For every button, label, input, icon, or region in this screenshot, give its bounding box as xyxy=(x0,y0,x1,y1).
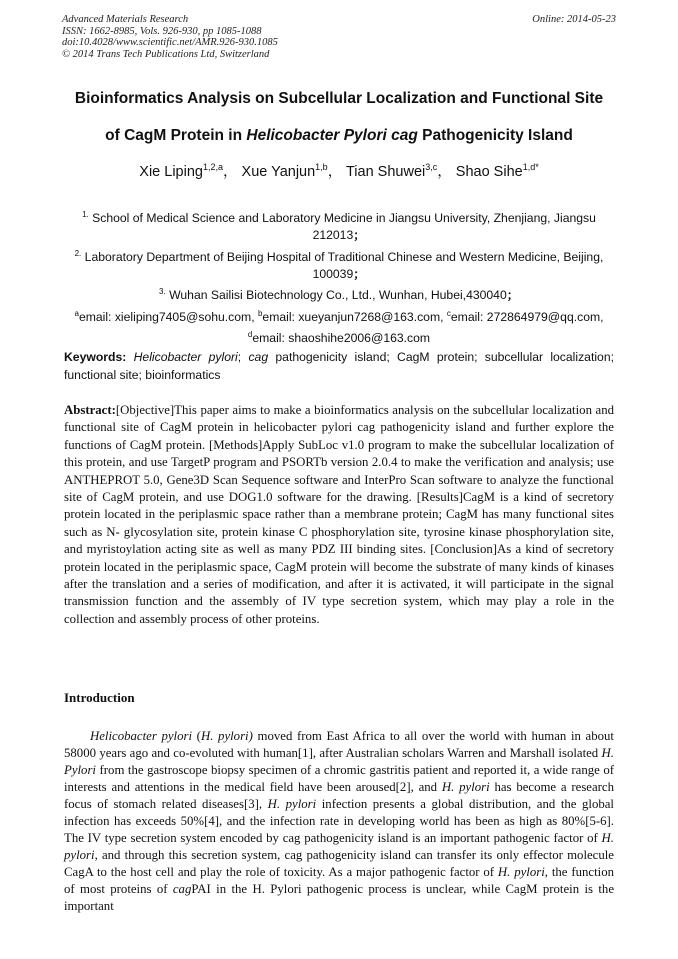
author-list xyxy=(40,160,638,181)
body-text: PAI in the H. Pylori pathogenic process is unclear, while CagM protein is the important xyxy=(64,882,614,913)
affiliation-end: ； xyxy=(353,228,366,243)
affiliations xyxy=(64,206,614,347)
affiliation-marker: 3. xyxy=(159,287,166,297)
email-text: email: 272864979@qq.com, xyxy=(450,309,604,324)
affiliation-text: Wuhan Sailisi Biotechnology Co., Ltd., Wunhan, Hubei,430040 xyxy=(169,288,507,303)
author-name: Shao Sihe xyxy=(455,164,523,180)
species-abbrev: H. pylori xyxy=(441,780,490,794)
affiliation-1 xyxy=(64,206,614,245)
author-separator: ， xyxy=(327,164,343,180)
paper-title-line-2 xyxy=(40,127,638,145)
introduction-heading: Introduction xyxy=(64,690,135,705)
author-name: Tian Shuwei xyxy=(345,164,426,180)
title-text-a: of CagM Protein in xyxy=(105,127,247,144)
introduction-paragraph xyxy=(64,728,614,915)
gene-name: cag xyxy=(172,882,192,896)
species-abbrev: H. Pylori xyxy=(64,746,614,777)
affiliation-2 xyxy=(64,245,614,284)
doi-line: doi:10.4028/www.scientific.net/AMR.926-930.1085 xyxy=(62,37,278,48)
abstract-text: [Objective]This paper aims to make a bioinformatics analysis on the subcellular localization and functional site of CagM protein in helicobacter pylori cag pathogenicity island and further explore the functions of CagM protein. [Methods]Apply SubLoc v1.0 program to make the subcellular localization of this protein, and use TargetP program and PSORTb version 2.0.4 to make the verification and analysis; use ANTHEPROT 5.0, Gene3D Scan Sequence software and InterPro Scan software to analyze the functional site of CagM protein, and use DOG1.0 software for the drawing. [Results]CagM is a kind of secretory protein located in the periplasmic space rather than a membrane protein; CagM has many functional sites such as N- glycosylation site, protein kinase C phosphorylation site, tyrosine kinase phosphorylation site, and myristoylation acting site as well as many PDZ III binding sites. [Conclusion]As a kind of secretory protein located in the periplasmic space, CagM protein will become the substrate of many kinds of kinases after the translation and a series of modification, and after it is activated, it will participate in the signal transmission function and the assembly of IV type secretion system, which may play a role in the collection and assembly process of other proteins. xyxy=(64,403,614,626)
author-affil-sup: 1,d* xyxy=(522,162,539,173)
body-text: , and through this secretion system, cag pathogenicity island can transfer its only effector molecule CagA to the host cell and play the role of toxicity. As a major pathogenic factor of xyxy=(64,848,614,879)
affiliation-3 xyxy=(64,283,614,304)
affiliation-marker: 1. xyxy=(82,210,89,219)
author-separator: ， xyxy=(437,164,452,180)
species-abbrev: H. pylori xyxy=(497,865,545,879)
keyword-species: Helicobacter pylori xyxy=(133,350,238,364)
email-marker: a xyxy=(74,308,79,318)
body-text: ( xyxy=(192,729,201,743)
body-text: moved from East Africa to all over the world with human in about 58000 years ago and co-evoluted with human[1], after Australian scholars Warren and Marshall isolated xyxy=(64,729,614,760)
affiliation-end: ； xyxy=(353,267,366,282)
author-name: Xie Liping xyxy=(139,164,203,180)
affiliation-marker: 2. xyxy=(74,248,82,258)
email-text: email: shaoshihe2006@163.com xyxy=(252,331,431,346)
title-text-b: Pathogenicity Island xyxy=(417,127,573,144)
online-date: Online: 2014-05-23 xyxy=(532,14,616,25)
affiliation-text: School of Medical Science and Laboratory Medicine in Jiangsu University, Zhenjiang, Jiangsu 212013 xyxy=(92,211,596,243)
copyright-line: © 2014 Trans Tech Publications Ltd, Switzerland xyxy=(62,48,270,60)
author-affil-sup: 1,b xyxy=(315,162,328,173)
author-affil-sup: 3,c xyxy=(425,162,438,173)
email-text: email: xueyanjun7268@163.com, xyxy=(262,309,447,324)
body-text: infection presents a global distribution, and the global infection has exceeds 50%[4], and the infection rate in developing world has been as high as 80%[5-6]. The IV type secretion system encoded by cag pathogenicity island is an important pathogenic factor of xyxy=(64,797,614,845)
affiliation-end: ； xyxy=(506,288,519,303)
body-text: has become a research focus of stomach related diseases[3], xyxy=(64,780,614,811)
email-text: email: xieliping7405@sohu.com, xyxy=(78,309,258,324)
affiliation-text: Laboratory Department of Beijing Hospital of Traditional Chinese and Western Medicine, Beijing, 100039 xyxy=(84,249,604,282)
email-list xyxy=(64,305,614,326)
paper-title-line-1: Bioinformatics Analysis on Subcellular Localization and Functional Site xyxy=(74,90,604,107)
abstract-label: Abstract: xyxy=(64,403,116,417)
issn-line: ISSN: 1662-8985, Vols. 926-930, pp 1085-1088 xyxy=(62,25,262,37)
author-separator: ， xyxy=(223,164,238,180)
journal-header xyxy=(62,14,622,60)
keyword-separator: ; xyxy=(237,350,249,364)
keywords-label: Keywords: xyxy=(64,350,127,364)
title-italic-species: Helicobacter Pylori cag xyxy=(246,127,418,144)
email-marker: b xyxy=(257,308,263,318)
body-text: , the function of most proteins of xyxy=(64,865,614,896)
email-marker: d xyxy=(247,330,253,340)
keywords xyxy=(64,348,614,384)
keyword-cag: cag xyxy=(248,350,269,364)
species-name: Helicobacter pylori xyxy=(90,729,193,743)
species-abbrev: H. pylori) xyxy=(200,729,253,743)
keyword-rest: pathogenicity island; CagM protein; subcellular localization; functional site; bioinformatics xyxy=(64,350,614,382)
author-name: Xue Yanjun xyxy=(241,164,316,180)
email-marker: c xyxy=(446,308,451,318)
journal-name: Advanced Materials Research xyxy=(62,14,189,25)
email-list-2 xyxy=(64,326,614,347)
body-text: from the gastroscope biopsy specimen of a chromic gastritis patient and reported it, a wide range of interests and attentions in the medical field have been aroused[2], and xyxy=(64,763,614,794)
species-abbrev: H. pylori xyxy=(267,797,317,811)
species-abbrev: H. pylori xyxy=(64,831,614,862)
author-affil-sup: 1,2,a xyxy=(202,162,223,173)
abstract xyxy=(64,402,614,628)
